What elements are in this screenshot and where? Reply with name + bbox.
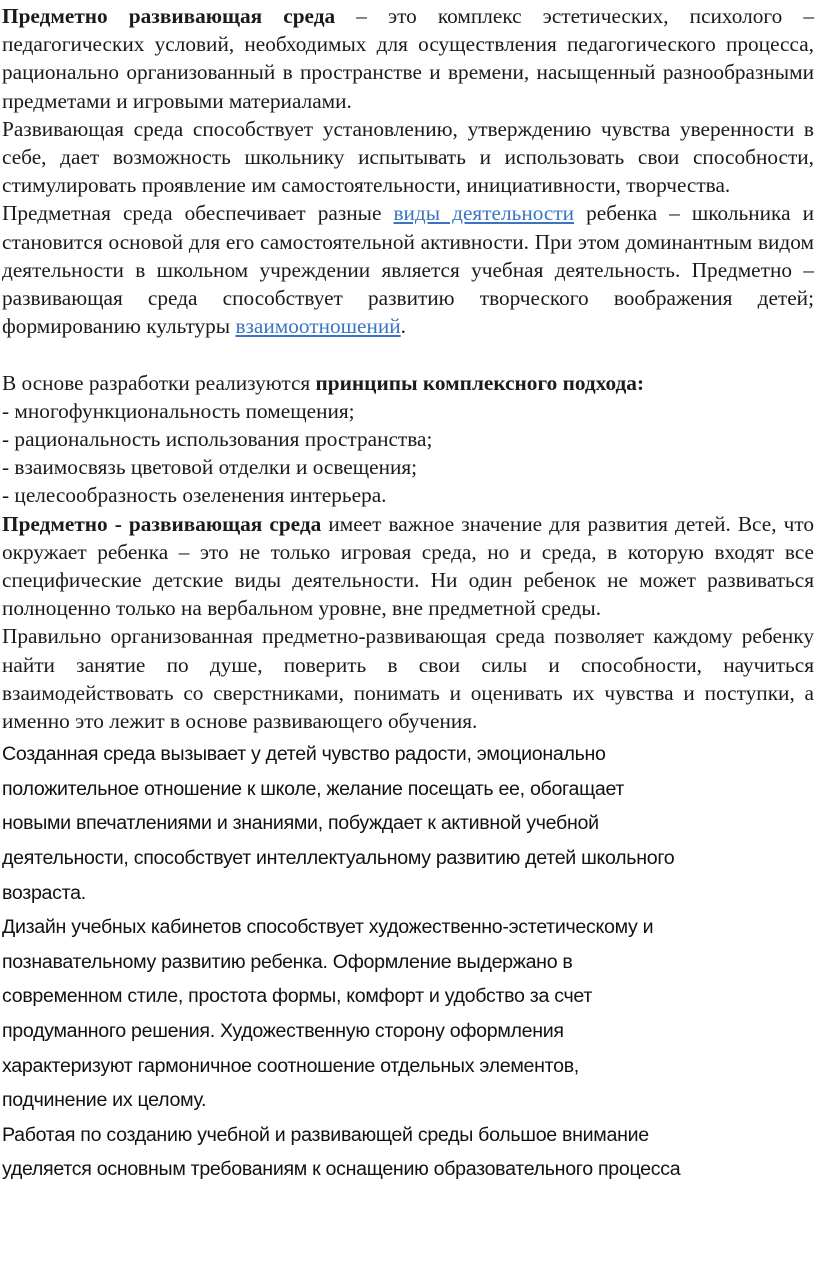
link-activity-types[interactable]: виды деятельности xyxy=(393,201,575,226)
principle-item: - рациональность использования пространства; xyxy=(2,427,433,452)
paragraph-organized-environment: Правильно организованная предметно-развивающая среда позволяет каждому ребенку найти занятие по душе, поверить в свои силы и способности, научиться взаимодействовать со сверстниками, понимать и оценивать их чувства и поступки, а именно это лежит в основе развивающего обучения. xyxy=(2,624,814,734)
importance-term-bold: Предметно - развивающая среда xyxy=(2,511,322,536)
text-line: подчинение их целому. xyxy=(2,1089,207,1112)
principles-intro xyxy=(2,369,814,397)
term-bold: Предметно развивающая среда xyxy=(2,4,336,28)
principle-item: - многофункциональность помещения; xyxy=(2,398,355,423)
text-line: Созданная среда вызывает у детей чувство радости, эмоционально xyxy=(2,743,606,766)
paragraph-subject-environment xyxy=(2,199,814,340)
paragraph-definition xyxy=(2,2,814,115)
link-relationships[interactable]: взаимоотношений xyxy=(235,314,401,339)
paragraph-created-environment xyxy=(2,737,814,910)
text-after-link: . xyxy=(400,314,406,339)
importance-text: имеет важное значение для развития детей. Все, что окружает ребенка – это не только игровая среда, но и среда, в которую входят все специфические детские виды деятельности. Ни один ребенок не может развиваться полноценно только на вербальном уровне, вне предметной среды. xyxy=(2,511,814,621)
text-line: деятельности, способствует интеллектуальному развитию детей школьного xyxy=(2,847,675,870)
principles-heading-bold: принципы комплексного подхода: xyxy=(315,370,645,395)
text-line: новыми впечатлениями и знаниями, побуждает к активной учебной xyxy=(2,812,599,835)
principle-item: - взаимосвязь цветовой отделки и освещения; xyxy=(2,455,418,480)
principle-item: - целесообразность озеленения интерьера. xyxy=(2,483,387,508)
paragraph-importance xyxy=(2,510,814,623)
text-line: уделяется основным требованиям к оснащению образовательного процесса xyxy=(2,1158,681,1181)
blank-line xyxy=(2,340,814,368)
text-line: положительное отношение к школе, желание посещать ее, обогащает xyxy=(2,777,625,800)
principles-intro-text: В основе разработки реализуются xyxy=(2,370,316,395)
definition-text: – это комплекс эстетических, психолого – педагогических условий, необходимых для осуществления педагогического процесса, рационально организованный в пространстве и времени, насыщенный разнообразными предметами и игровыми материалами. xyxy=(2,4,814,113)
paragraph-developing-environment: Развивающая среда способствует установлению, утверждению чувства уверенности в себе, дает возможность школьнику испытывать и использовать свои способности, стимулировать проявление им самостоятельности, инициативности, творчества. xyxy=(2,116,814,198)
text-line: познавательному развитию ребенка. Оформление выдержано в xyxy=(2,950,573,973)
text-line: характеризуют гармоничное соотношение отдельных элементов, xyxy=(2,1054,579,1077)
text-line: продуманного решения. Художественную сторону оформления xyxy=(2,1020,564,1043)
text-line: современном стиле, простота формы, комфорт и удобство за счет xyxy=(2,985,593,1008)
text-middle: ребенка – школьника и становится основой для его самостоятельной активности. При этом доминантным видом деятельности в школьном учреждении является учебная деятельность. Предметно – развивающая среда способствует развитию творческого воображения детей; формированию культуры xyxy=(2,201,814,339)
text-line: возраста. xyxy=(2,881,86,904)
text-line: Работая по созданию учебной и развивающей среды большое внимание xyxy=(2,1123,649,1146)
paragraph-requirements xyxy=(2,1118,814,1187)
text-before-link: Предметная среда обеспечивает разные xyxy=(2,201,394,226)
text-line: Дизайн учебных кабинетов способствует художественно-эстетическому и xyxy=(2,916,654,939)
paragraph-classroom-design xyxy=(2,910,814,1118)
